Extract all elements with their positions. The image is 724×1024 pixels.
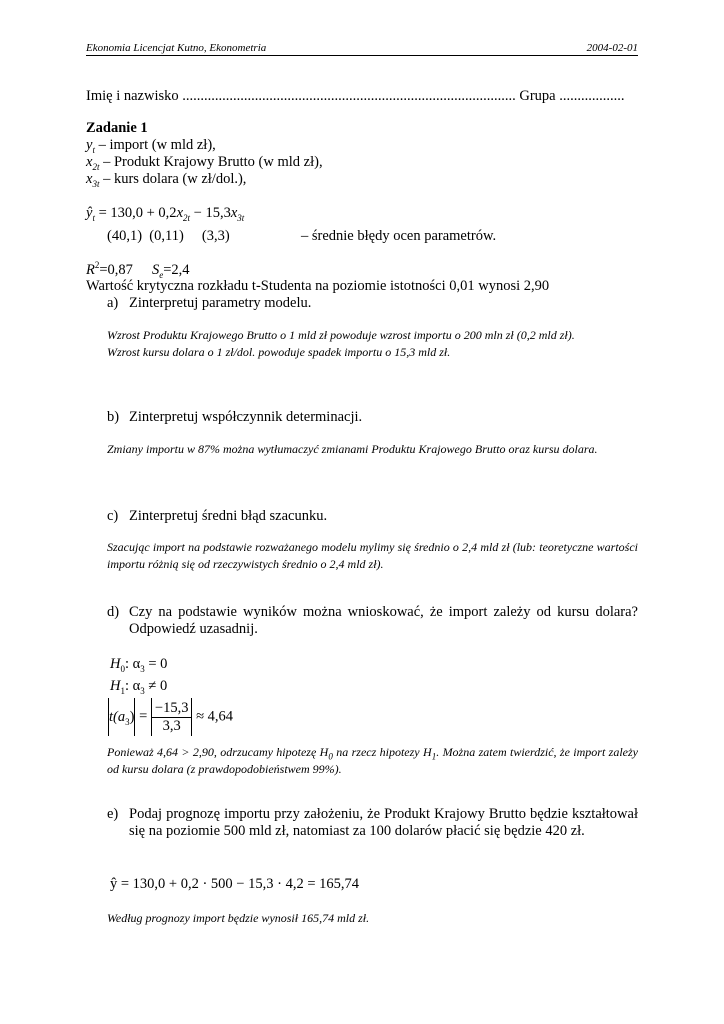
question-a: a) Zinterpretuj parametry modelu. [107,295,312,311]
model-errors: (40,1) (0,11) (3,3) [107,228,230,244]
se-value: $S_e=2,4$ [152,262,190,280]
hypothesis-h0: $H_0$: $\alpha_3 = 0$ [110,656,168,674]
hypothesis-h1: $H_1$: $\alpha_3 \ne 0$ [110,678,168,696]
answer-e: Według prognozy import będzie wynosił 165,74 mld zł. [107,911,370,925]
answer-b: Zmiany importu w 87% można wytłumaczyć zmianami Produktu Krajowego Brutto oraz kursu dolara. [107,442,598,456]
question-c: c) Zinterpretuj średni błąd szacunku. [107,508,328,524]
answer-d: Ponieważ 4,64 > 2,90, odrzucamy hipotezę $H_0$ na rzecz hipotezy $H_1$. Można zatem twierdzić, że import zależy od kursu dolara (z prawdopodobieństwem 99%). [107,745,638,776]
answer-c: Szacując import na podstawie rozważanego modelu mylimy się średnio o 2,4 mld zł (lub: teoretyczne wartości importu różnią się od rzeczywistych średnio o 2,4 mld zł). [107,540,638,571]
model-errors-desc: – średnie błędy ocen parametrów. [301,228,497,244]
question-e: e) Podaj prognozę importu przy założeniu, że Produkt Krajowy Brutto będzie kształtował się na poziomie 500 mld zł, natomiast za 100 dolarów płacić się będzie 420 zł. [107,806,638,839]
var-x2: $x_{2t}$ – Produkt Krajowy Brutto (w mld zł), [86,154,323,172]
header-left: Ekonomia Licencjat Kutno, Ekonometria [86,42,267,54]
question-d: d) Czy na podstawie wyników można wnioskować, że import zależy od kursu dolara? Odpowiedź uzasadnij. [107,604,638,637]
var-x3: $x_{3t}$ – kurs dolara (w zł/dol.), [86,171,247,189]
t-statistic: $t(a_3)$ = $\frac{-15,3}{3,3}$ ≈ 4,64 [108,698,233,738]
r2-value: $R^2=0,87$ [86,260,133,278]
header-date: 2004-02-01 [586,42,638,54]
header-rule [86,55,638,56]
model-equation: $ŷ_t = 130,0 + 0,2x_{2t} - 15,3x_{3t}$ [86,205,245,223]
task-title: Zadanie 1 [86,120,148,136]
var-y: $y_t$ – import (w mld zł), [86,137,216,155]
critical-value: Wartość krytyczna rozkładu t-Studenta na poziomie istotności 0,01 wynosi 2,90 [86,278,550,294]
question-b: b) Zinterpretuj współczynnik determinacji. [107,409,363,425]
answer-a: Wzrost Produktu Krajowego Brutto o 1 mld zł powoduje wzrost importu o 200 mln zł (0,2 mld zł). Wzrost kursu dolara o 1 zł/dol. powoduje spadek importu o 15,3 mld zł. [107,328,575,359]
forecast-formula: ŷ = 130,0 + 0,2 · 500 − 15,3 · 4,2 = 165,74 [110,876,359,892]
name-line: Imię i nazwisko ............................................................................................ Grupa .................. [86,88,625,104]
